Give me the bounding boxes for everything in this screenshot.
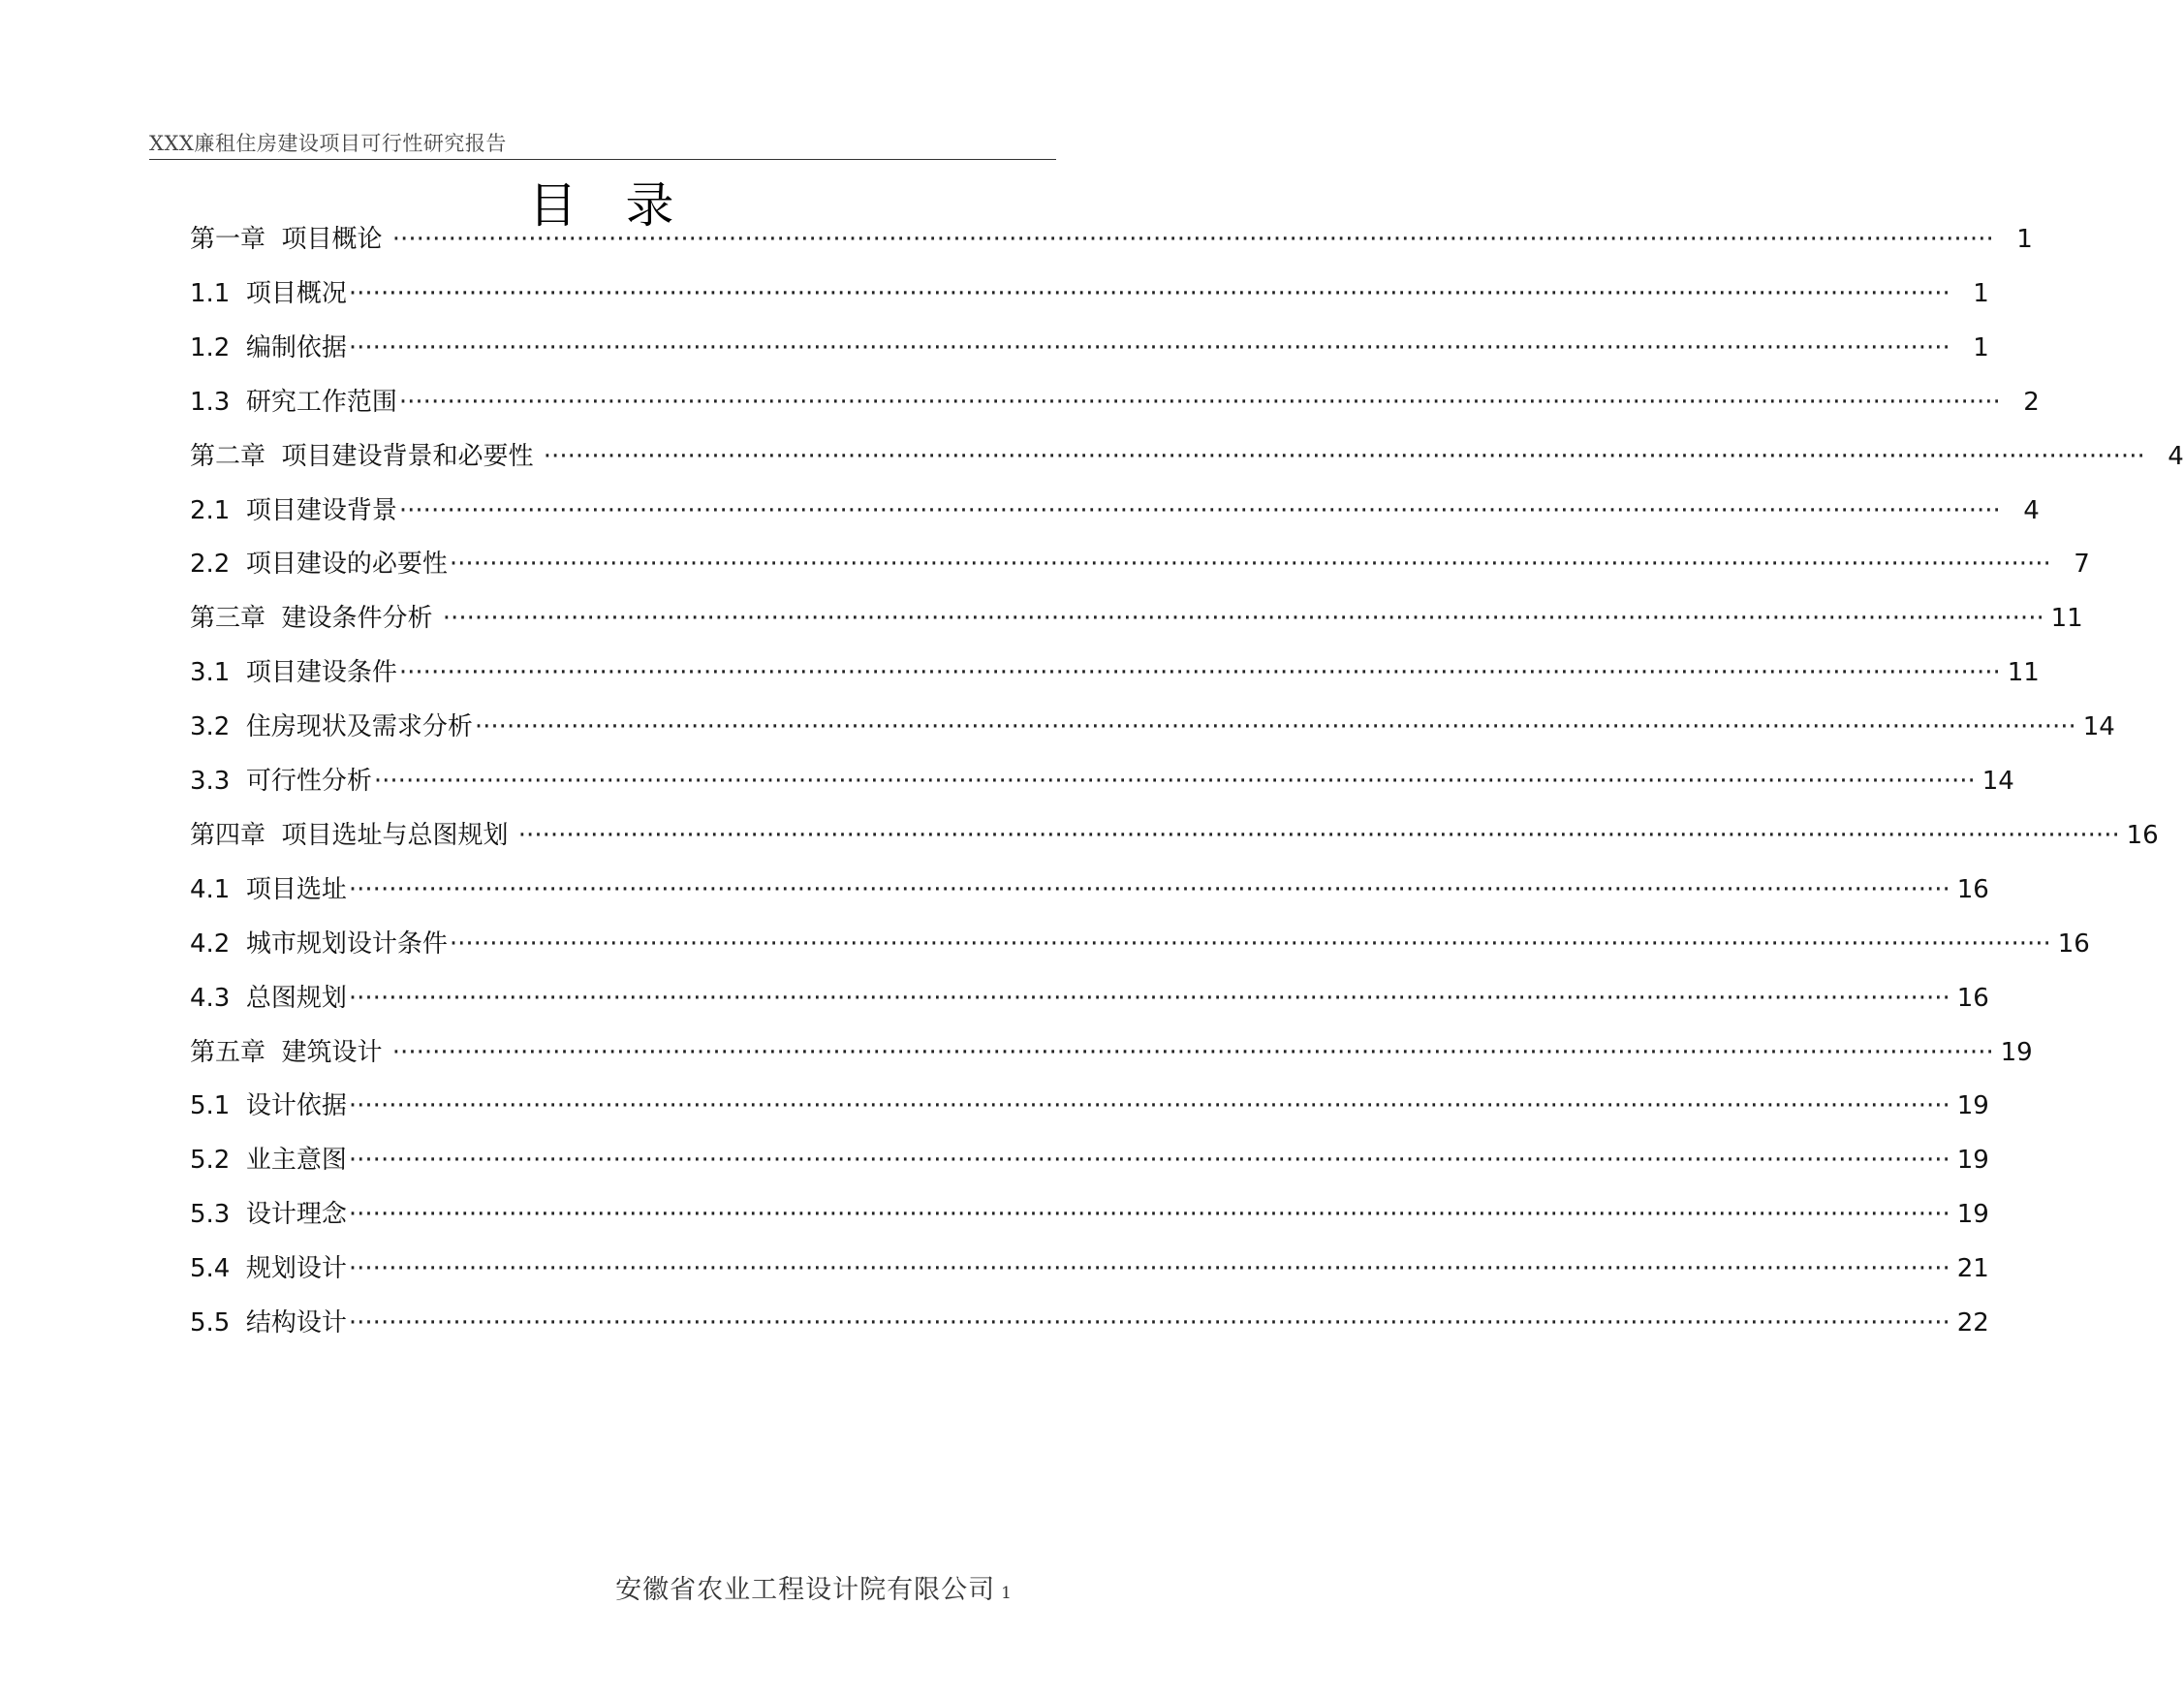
toc-entry-page-number: 21 — [1956, 1254, 1989, 1284]
toc-entry-label: 1.1 项目概况 — [190, 278, 347, 308]
toc-entry-label: 4.3 总图规划 — [190, 983, 347, 1013]
toc-entry-page-number: 1 — [1973, 278, 1989, 308]
toc-dot-leader: ········································································································································································································ — [517, 820, 2120, 850]
toc-entry-label: 4.2 城市规划设计条件 — [190, 929, 448, 959]
toc-entry-label: 第一章 项目概论 — [190, 225, 390, 254]
header-divider — [149, 159, 1056, 160]
toc-dot-leader: ········································································································································································································ — [348, 874, 1950, 904]
toc-entry-label: 5.4 规划设计 — [190, 1254, 347, 1284]
toc-dot-leader: ········································································································································································································ — [348, 1308, 1950, 1338]
toc-entry[interactable] — [190, 1248, 1989, 1287]
toc-entry[interactable] — [190, 707, 2115, 745]
running-header-title: XXX廉租住房建设项目可行性研究报告 — [149, 132, 507, 155]
toc-entry-page-number: 2 — [2023, 387, 2040, 417]
footer-page-number: 1 — [1001, 1584, 1013, 1603]
toc-entry-label: 5.3 设计理念 — [190, 1200, 347, 1230]
toc-entry-page-number: 4 — [2168, 441, 2184, 471]
toc-dot-leader: ········································································································································································································ — [373, 767, 1976, 796]
toc-entry-page-number: 14 — [2082, 712, 2115, 742]
toc-dot-leader: ········································································································································································································ — [474, 712, 2076, 742]
toc-dot-leader: ········································································································································································································ — [348, 1254, 1950, 1284]
toc-entry-page-number: 11 — [2007, 658, 2040, 688]
toc-entry[interactable] — [190, 490, 2040, 529]
toc-entry[interactable] — [190, 1086, 1989, 1124]
toc-entry[interactable] — [190, 544, 2090, 582]
toc-entry-label: 3.2 住房现状及需求分析 — [190, 712, 473, 742]
toc-entry[interactable] — [190, 219, 2033, 258]
toc-dot-leader: ········································································································································································································ — [449, 929, 2051, 959]
toc-entry[interactable] — [190, 273, 1989, 312]
toc-dot-leader: ········································································································································································································ — [449, 550, 2051, 580]
toc-entry-label: 2.2 项目建设的必要性 — [190, 550, 448, 580]
toc-dot-leader: ········································································································································································································ — [348, 1091, 1950, 1121]
toc-entry-label: 3.1 项目建设条件 — [190, 658, 397, 688]
toc-entry-label: 3.3 可行性分析 — [190, 767, 372, 796]
toc-entry-page-number: 7 — [2074, 550, 2090, 580]
toc-entry-label: 1.3 研究工作范围 — [190, 387, 397, 417]
toc-entry-label: 1.2 编制依据 — [190, 332, 347, 362]
toc-heading: 目 录 — [528, 177, 674, 234]
toc-entry[interactable] — [190, 1194, 1989, 1233]
toc-entry-page-number: 19 — [2000, 1037, 2033, 1067]
toc-entry-label: 4.1 项目选址 — [190, 874, 347, 904]
toc-entry-page-number: 16 — [2126, 820, 2159, 850]
toc-dot-leader: ········································································································································································································ — [348, 278, 1950, 308]
toc-entry[interactable] — [190, 652, 2040, 691]
toc-entry[interactable] — [190, 815, 2159, 854]
toc-entry[interactable] — [190, 924, 2090, 962]
toc-entry[interactable] — [190, 382, 2040, 421]
toc-entry-page-number: 19 — [1956, 1146, 1989, 1176]
toc-dot-leader: ········································································································································································································ — [348, 1200, 1950, 1230]
toc-entry-page-number: 19 — [1956, 1091, 1989, 1121]
toc-entry-label: 第四章 项目选址与总图规划 — [190, 820, 516, 850]
toc-dot-leader: ········································································································································································································ — [398, 387, 2001, 417]
toc-entry-label: 5.2 业主意图 — [190, 1146, 347, 1176]
toc-entry[interactable] — [190, 761, 2014, 800]
toc-entry[interactable] — [190, 436, 2184, 475]
toc-entry-page-number: 4 — [2023, 495, 2040, 525]
toc-entry-page-number: 14 — [1981, 767, 2014, 796]
toc-entry-label: 第五章 建筑设计 — [190, 1037, 390, 1067]
toc-entry-page-number: 16 — [1956, 983, 1989, 1013]
footer — [615, 1568, 1013, 1606]
toc-dot-leader: ········································································································································································································ — [348, 983, 1950, 1013]
toc-entry[interactable] — [190, 978, 1989, 1017]
toc-entry[interactable] — [190, 869, 1989, 908]
toc-entry-page-number: 16 — [1956, 874, 1989, 904]
toc-entry-label: 第三章 建设条件分析 — [190, 604, 441, 634]
toc-dot-leader: ········································································································································································································ — [348, 332, 1950, 362]
toc-entry-page-number: 11 — [2050, 604, 2083, 634]
toc-entry[interactable] — [190, 1140, 1989, 1179]
toc-dot-leader: ········································································································································································································ — [398, 495, 2001, 525]
toc-entry-label: 5.5 结构设计 — [190, 1308, 347, 1338]
toc-entry[interactable] — [190, 328, 1989, 366]
toc-entry-page-number: 22 — [1956, 1308, 1989, 1338]
toc-entry-page-number: 1 — [2016, 225, 2033, 254]
toc-dot-leader: ········································································································································································································ — [442, 604, 2044, 634]
toc-dot-leader: ········································································································································································································ — [348, 1146, 1950, 1176]
toc-entry-page-number: 16 — [2057, 929, 2090, 959]
toc-entry-label: 5.1 设计依据 — [190, 1091, 347, 1121]
toc-entry[interactable] — [190, 598, 2083, 637]
toc-dot-leader: ········································································································································································································ — [391, 225, 1994, 254]
toc-dot-leader: ········································································································································································································ — [391, 1037, 1994, 1067]
toc-entry-label: 第二章 项目建设背景和必要性 — [190, 441, 542, 471]
toc-entry-page-number: 1 — [1973, 332, 1989, 362]
toc-entry-label: 2.1 项目建设背景 — [190, 495, 397, 525]
footer-organization: 安徽省农业工程设计院有限公司 — [615, 1575, 996, 1605]
toc-entry[interactable] — [190, 1303, 1989, 1341]
toc-dot-leader: ········································································································································································································ — [398, 658, 2001, 688]
toc-entry[interactable] — [190, 1032, 2033, 1071]
toc-entry-page-number: 19 — [1956, 1200, 1989, 1230]
toc-dot-leader: ········································································································································································································ — [543, 441, 2145, 471]
